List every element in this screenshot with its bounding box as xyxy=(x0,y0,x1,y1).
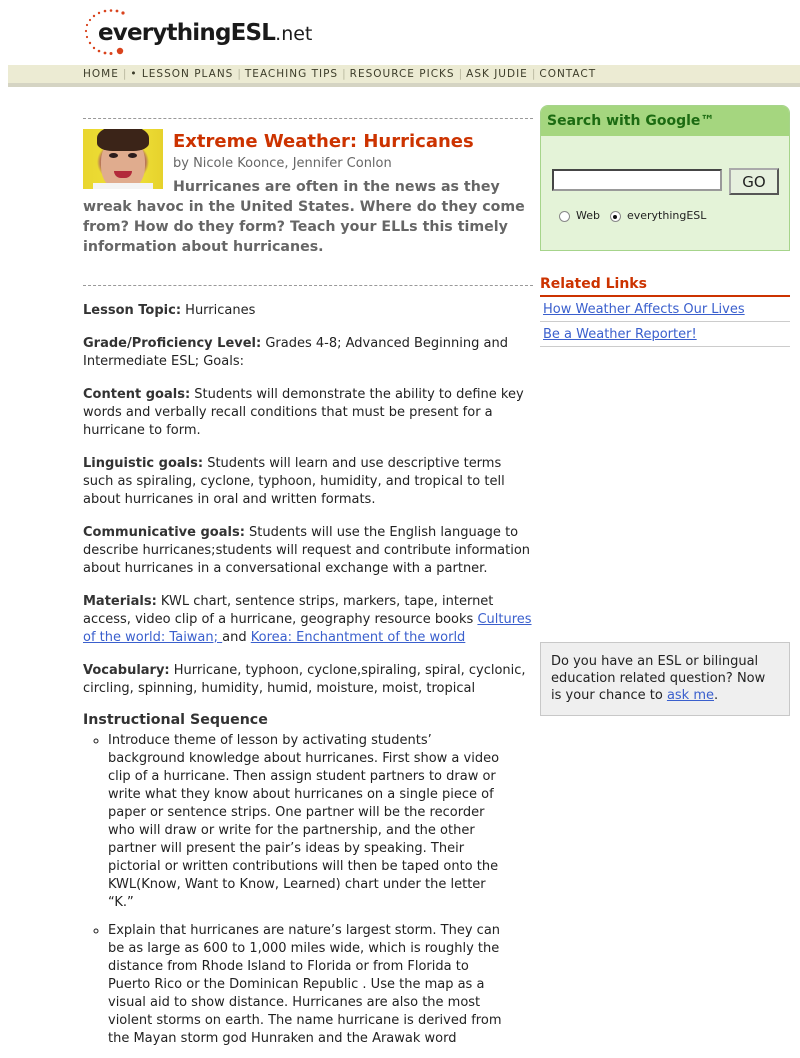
page-title: Extreme Weather: Hurricanes xyxy=(173,131,474,152)
linguistic-goals: Linguistic goals: Students will learn and use descriptive terms such as spiraling, cyclone, typhoon, humidity, and tropical to tell about hurricanes in oral and written formats. xyxy=(83,456,505,507)
google-search-box xyxy=(540,105,790,251)
radio-web[interactable] xyxy=(559,211,570,222)
related-links-heading: Related Links xyxy=(540,275,790,297)
nav-resource-picks[interactable]: RESOURCE PICKS xyxy=(349,68,455,80)
related-link[interactable]: How Weather Affects Our Lives xyxy=(543,302,745,317)
article-body xyxy=(83,302,533,1048)
ask-text: Do you have an ESL or bilingual education related question? Now is your chance to xyxy=(551,654,766,703)
nav-separator: | xyxy=(458,68,463,80)
nav-ask-judie[interactable]: ASK JUDIE xyxy=(466,68,528,80)
instructional-sequence-heading: Instructional Sequence xyxy=(83,712,268,728)
main-nav xyxy=(8,65,800,87)
ask-question-box xyxy=(540,642,790,716)
list-item: ◦ Introduce theme of lesson by activating students’ background knowledge about hurricanes. First show a video clip of a hurricane. Then assign student partners to draw or write what they know about hurricanes on a single piece of paper or sentence strips. One partner will be the recorder who will draw or write for the partnership, and the other partner will present the pair’s ideas by speaking. Their pictorial or written contributions will then be taped onto the KWL(Know, Want to Know, Learned) chart under the letter “K.” xyxy=(108,732,503,912)
radio-everythingesl[interactable] xyxy=(610,211,621,222)
instructional-sequence-list xyxy=(83,732,533,1048)
divider xyxy=(83,285,533,286)
logo-wordmark: everythingESL.net xyxy=(98,20,313,46)
nav-separator: | xyxy=(531,68,536,80)
nav-teaching-tips[interactable]: TEACHING TIPS xyxy=(244,68,339,80)
content-goals: Content goals: Students will demonstrate the ability to define key words and verbally recall conditions that must be present for a hurricane to form. xyxy=(83,387,524,438)
materials: Materials: KWL chart, sentence strips, markers, tape, internet access, video clip of a hurricane, geography resource books Cultures of the world: Taiwan; and Korea: Enchantment of the world xyxy=(83,594,532,645)
korea-book-link[interactable]: Korea: Enchantment of the world xyxy=(250,630,466,645)
ask-me-link[interactable]: ask me xyxy=(666,688,714,703)
taiwan-book-link[interactable]: Cultures of the world: Taiwan; xyxy=(83,612,532,645)
nav-contact[interactable]: CONTACT xyxy=(539,68,597,80)
nav-home[interactable]: HOME xyxy=(83,68,119,80)
search-scope xyxy=(559,209,716,222)
ask-suffix: . xyxy=(714,688,719,703)
nav-lesson-plans[interactable]: • LESSON PLANS xyxy=(130,68,234,80)
article-summary: Hurricanes are often in the news as they wreak havoc in the United States. Where do they come from? How do they form? Teach your ELLs this timely information about hurricanes. xyxy=(83,179,525,255)
list-item xyxy=(540,322,790,347)
related-links xyxy=(540,275,790,347)
nav-separator: | xyxy=(237,68,241,80)
communicative-goals: Communicative goals: Students will use the English language to describe hurricanes;students will request and contribute information about hurricanes in a conversational exchange with a partner. xyxy=(83,525,531,576)
radio-everythingesl-label[interactable]: everythingESL xyxy=(626,209,707,222)
search-input[interactable] xyxy=(552,169,722,191)
search-heading: Search with Google™ xyxy=(541,106,789,136)
list-item: ◦ Explain that hurricanes are nature’s largest storm. They can be as large as 600 to 1,000 miles wide, which is roughly the distance from Rhode Island to Florida or from Florida to Puerto Rico or the Dominican Republic . Use the map as a visual aid to show distance. Hurricanes are also the most violent storms on earth. The name hurricane is derived from the Mayan storm god Hunraken and the Arawak word xyxy=(108,922,503,1048)
site-logo[interactable] xyxy=(83,8,313,58)
list-item xyxy=(540,297,790,322)
radio-web-label[interactable]: Web xyxy=(576,209,600,222)
vocabulary: Vocabulary: Hurricane, typhoon, cyclone,spiraling, spiral, cyclonic, circling, spinning, humidity, humid, moisture, moist, tropical xyxy=(83,663,526,696)
byline: by Nicole Koonce, Jennifer Conlon xyxy=(173,156,392,171)
nav-separator: | xyxy=(342,68,346,80)
related-link[interactable]: Be a Weather Reporter! xyxy=(543,327,697,342)
search-go-button[interactable]: GO xyxy=(729,168,779,195)
grade-level: Grade/Proficiency Level: Grades 4-8; Advanced Beginning and Intermediate ESL; Goals: xyxy=(83,336,508,369)
article xyxy=(83,118,533,1058)
article-thumbnail-image xyxy=(83,129,163,189)
lesson-topic: Lesson Topic: Hurricanes xyxy=(83,303,256,318)
nav-separator: | xyxy=(122,68,127,80)
article-intro xyxy=(83,119,533,269)
